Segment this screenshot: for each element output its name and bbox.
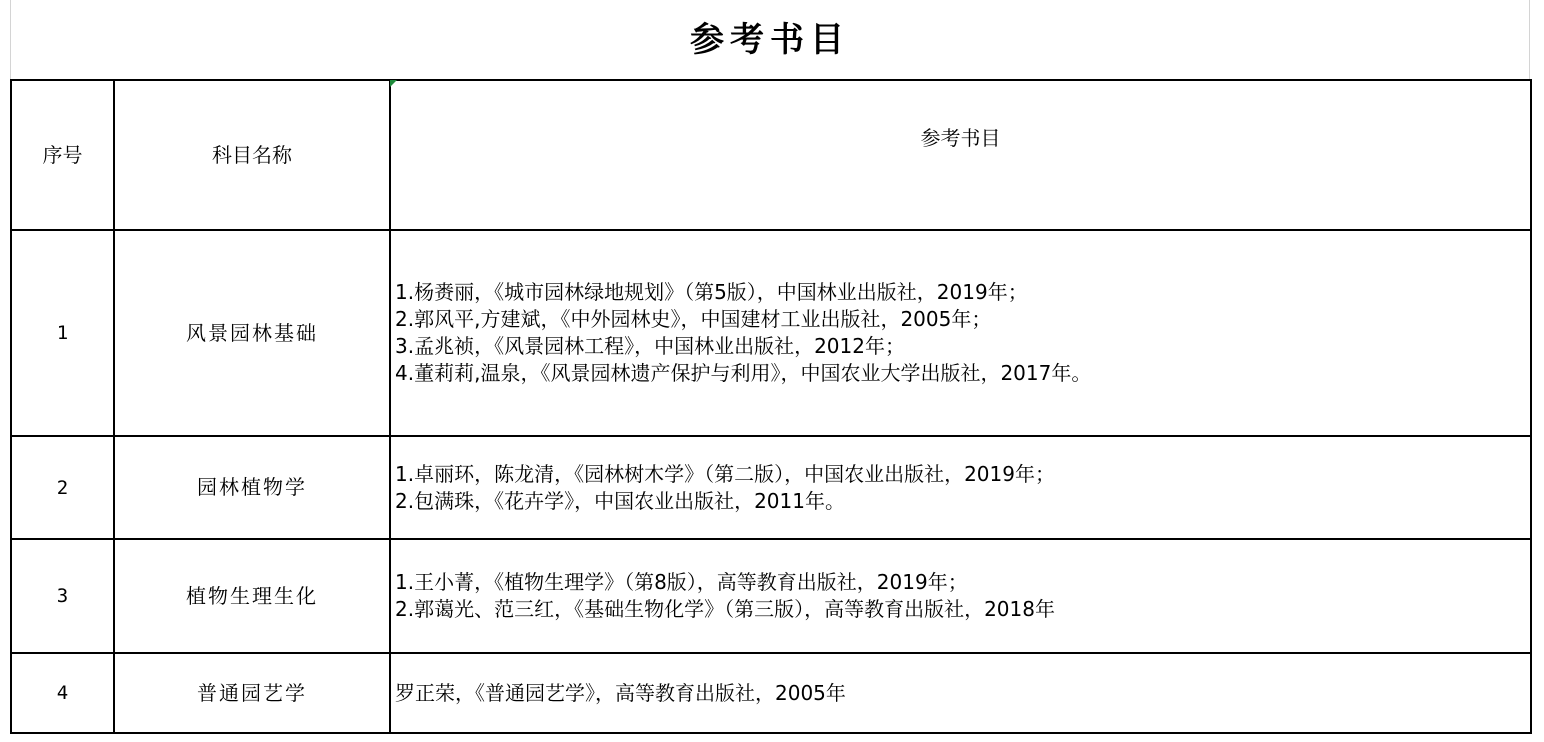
reference-table <box>10 79 1532 734</box>
subject-name: 普通园艺学 <box>197 680 307 705</box>
subject-cell[interactable] <box>114 436 390 539</box>
header-cell-index[interactable] <box>11 80 114 230</box>
references-cell[interactable] <box>390 539 1531 653</box>
subject-cell[interactable] <box>114 230 390 436</box>
table-row <box>11 230 1531 436</box>
table-row <box>11 539 1531 653</box>
references-cell[interactable] <box>390 230 1531 436</box>
reference-line: 2.郭风平,方建斌，《中外园林史》，中国建材工业出版社，2005年； <box>395 307 992 331</box>
reference-line: 1.卓丽环，陈龙清，《园林树木学》（第二版），中国农业出版社，2019年； <box>395 461 1055 486</box>
row-index: 2 <box>56 476 69 499</box>
subject-cell[interactable] <box>114 653 390 733</box>
header-cell-references[interactable] <box>390 80 1531 230</box>
index-cell[interactable] <box>11 436 114 539</box>
subject-name: 植物生理生化 <box>186 583 318 608</box>
header-row <box>11 80 1531 230</box>
header-references-label: 参考书目 <box>920 126 1001 150</box>
reference-line: 3.孟兆祯，《风景园林工程》，中国林业出版社，2012年； <box>395 334 905 358</box>
references-cell[interactable] <box>390 436 1531 539</box>
table-row <box>11 436 1531 539</box>
subject-cell[interactable] <box>114 539 390 653</box>
header-cell-subject[interactable] <box>114 80 390 230</box>
table-row <box>11 653 1531 733</box>
index-cell[interactable] <box>11 653 114 733</box>
title-row[interactable] <box>10 0 1530 79</box>
subject-name: 园林植物学 <box>197 475 307 499</box>
references-cell[interactable] <box>390 653 1531 733</box>
page-title: 参考书目 <box>690 20 850 60</box>
reference-line: 2.包满珠，《花卉学》，中国农业出版社，2011年。 <box>395 488 845 513</box>
header-subject-label: 科目名称 <box>212 142 292 167</box>
index-cell[interactable] <box>11 539 114 653</box>
cell-comment-indicator <box>390 80 397 87</box>
row-index: 4 <box>56 682 69 704</box>
header-index-label: 序号 <box>42 142 83 167</box>
subject-name: 风景园林基础 <box>186 320 318 345</box>
reference-line: 2.郭蔼光、范三红，《基础生物化学》（第三版），高等教育出版社，2018年 <box>395 597 1055 621</box>
reference-line: 4.董莉莉,温泉，《风景园林遗产保护与利用》，中国农业大学出版社，2017年。 <box>395 361 1092 385</box>
row-index: 1 <box>56 322 69 344</box>
reference-line: 1.王小菁，《植物生理学》（第8版），高等教育出版社，2019年； <box>395 570 968 594</box>
reference-line: 罗正荣，《普通园艺学》，高等教育出版社，2005年 <box>395 680 846 705</box>
reference-line: 1.杨赉丽，《城市园林绿地规划》（第5版），中国林业出版社，2019年； <box>395 280 1028 304</box>
index-cell[interactable] <box>11 230 114 436</box>
row-index: 3 <box>56 585 69 607</box>
